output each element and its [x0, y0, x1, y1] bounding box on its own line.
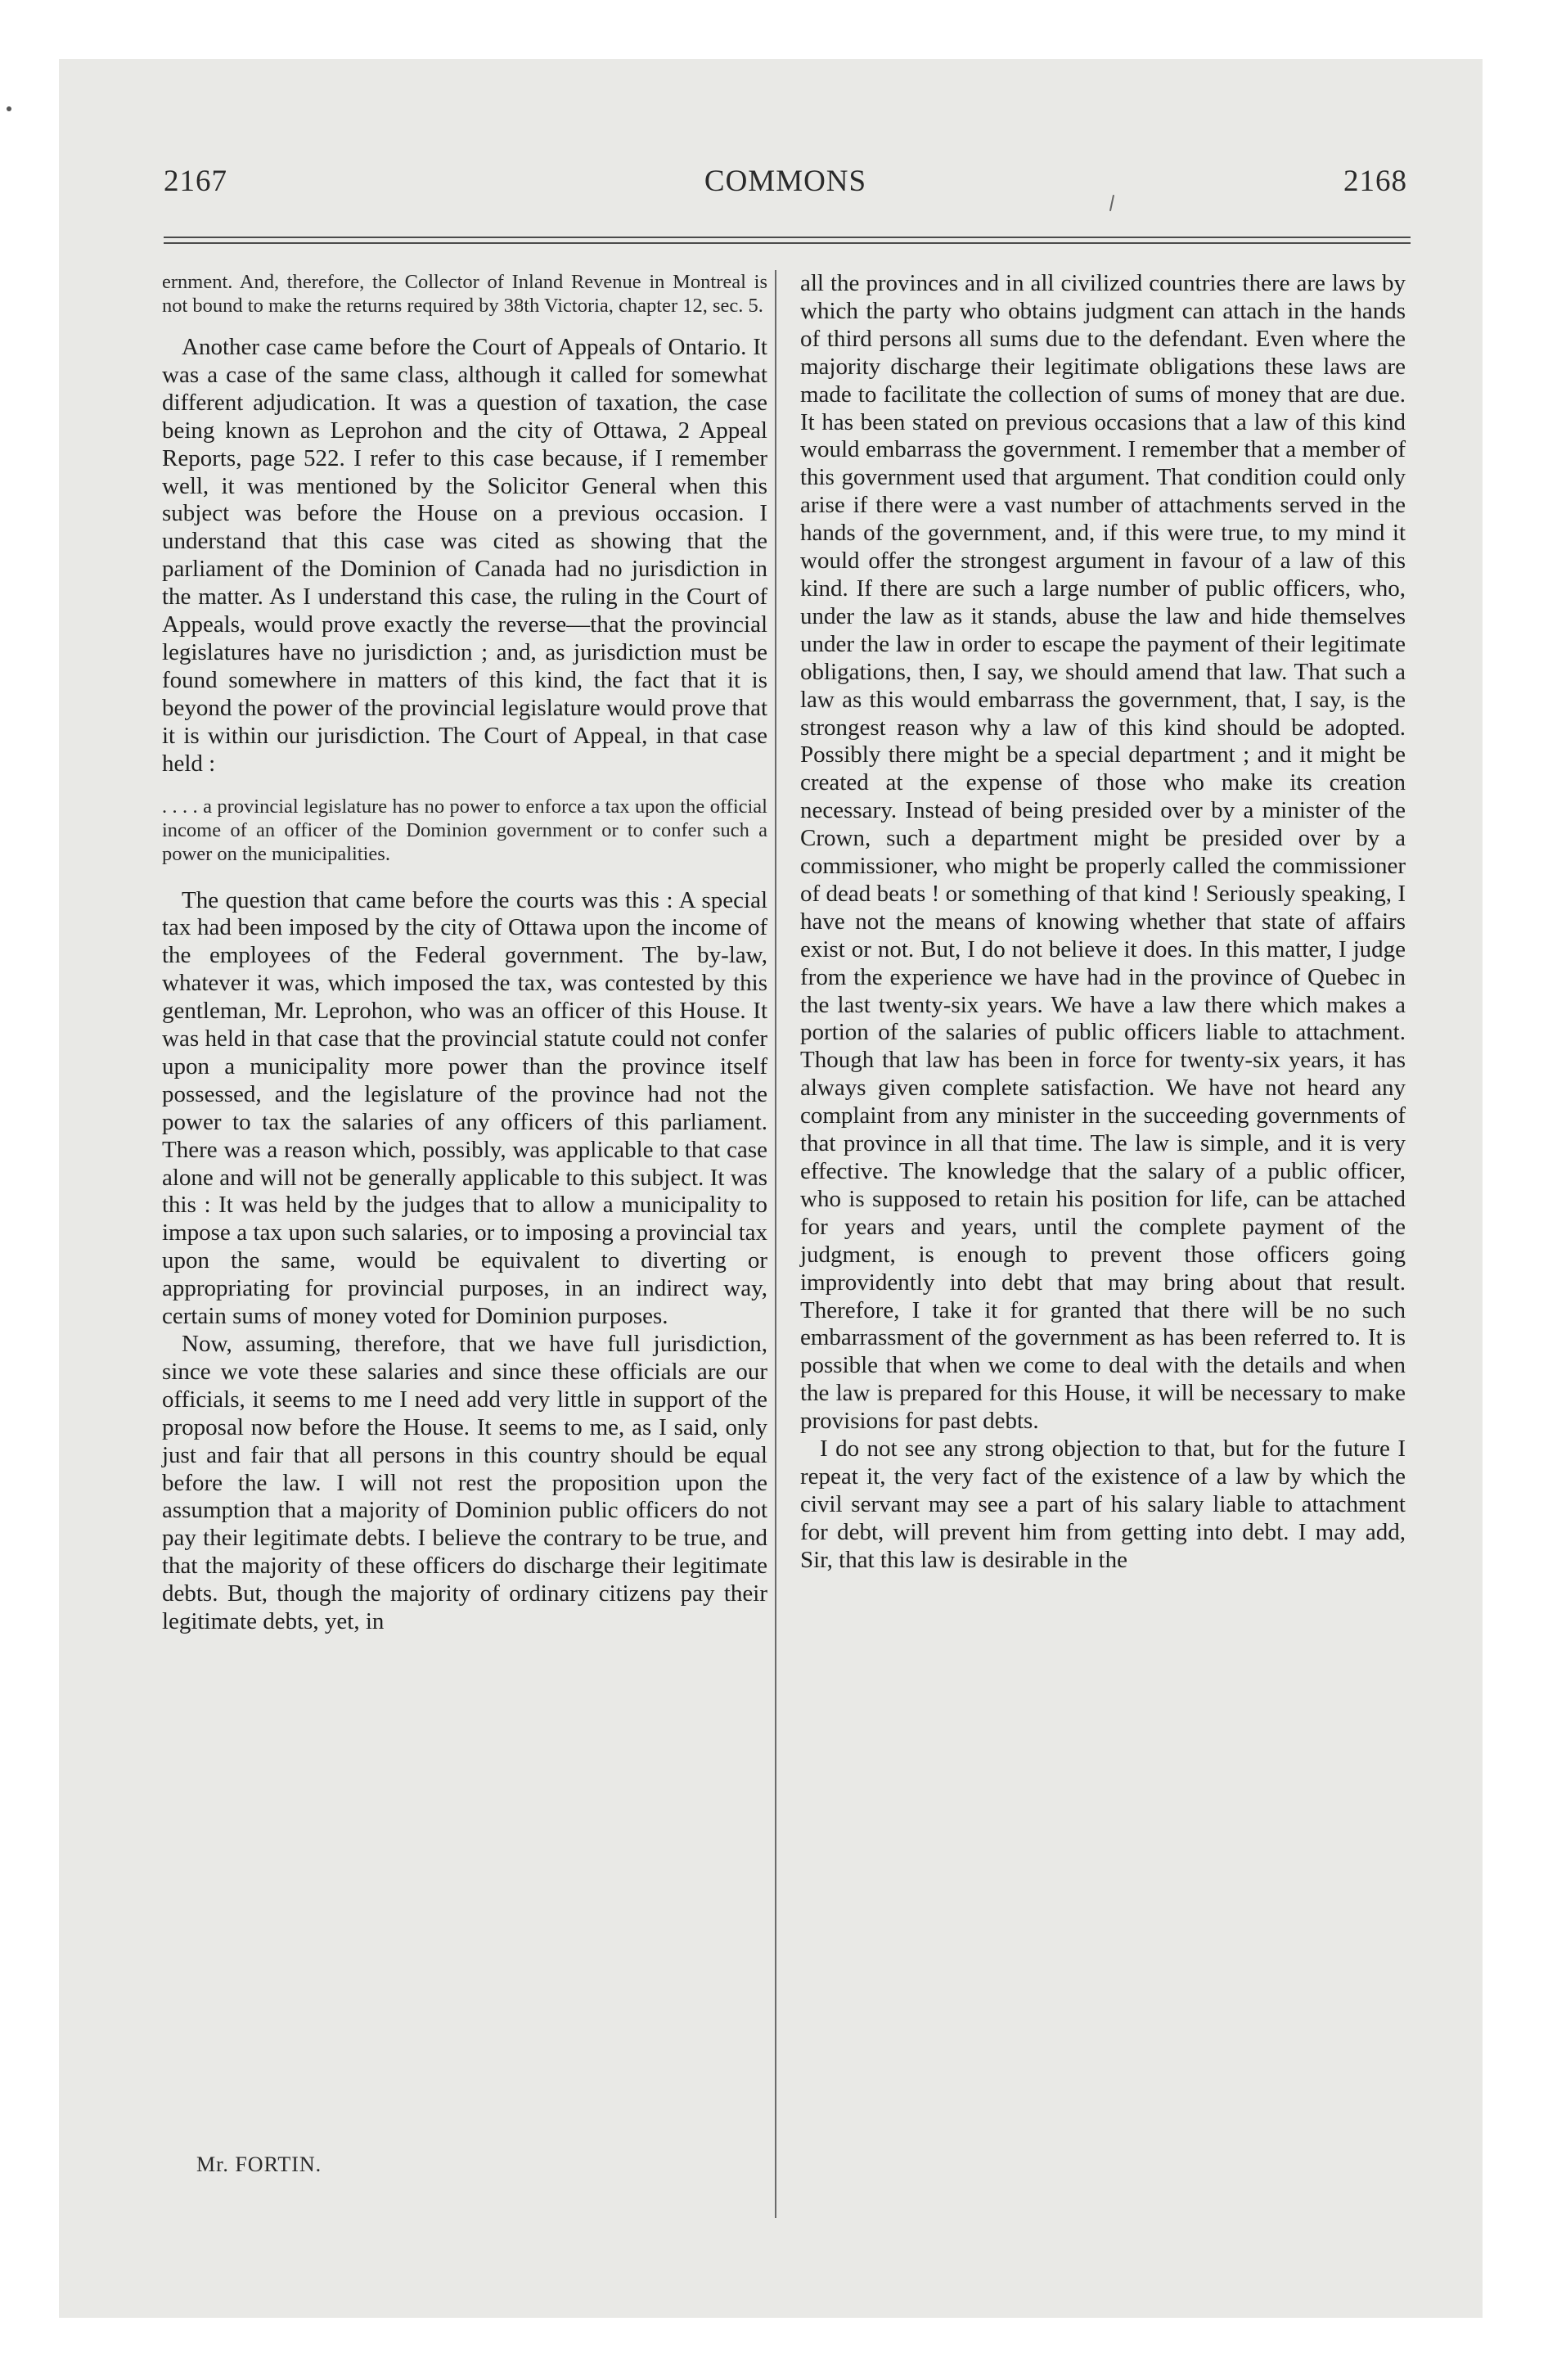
left-quotation: . . . . a provincial legislature has no power to enforce a tax upon the official income of an officer of the Dominion government or to confer such a power on the municipalities.	[162, 795, 767, 865]
scan-speck	[7, 106, 11, 111]
speaker-footer: Mr. FORTIN.	[196, 2152, 322, 2176]
header-rule-bottom	[164, 242, 1411, 244]
left-paragraph-4: Now, assuming, therefore, that we have full jurisdiction, since we vote these salaries and since these officials are our officials, it seems to me I need add very little in support of the proposal now before the House. It seems to me, as I said, only just and fair that all persons in this country should be equal before the law. I will not rest the proposition upon the assumption that a majority of Dominion public officers do not pay their legitimate debts. I believe the contrary to be true, and that the majority of these officers do discharge their legitimate debts. But, though the majority of ordinary citizens pay their legitimate debts, yet, in	[162, 1331, 767, 1635]
running-title: COMMONS	[704, 165, 867, 198]
right-paragraph-1: all the provinces and in all civilized countries there are laws by which the party who obtains judgment can attach in the hands of third persons all sums due to the defendant. Even where the majority discharge their legitimate obligations these laws are made to facilitate the collection of sums of money that are due. It has been stated on previous occasions that a law of this kind would embarrass the government. I remember that a member of this government used that argument. That condition could only arise if there were a vast number of attachments served in the hands of the government, and, if this were true, to my mind it would offer the strongest argument in favour of a law of this kind. If there are such a large number of public officers, who, under the law as it stands, abuse the law and hide themselves under the law in order to escape the payment of their legitimate obligations, then, I say, we should amend that law. That such a law as this would embarrass the government, that, I say, is the strongest reason why a law of this kind should be adopted. Possibly there might be a special department ; and it might be created at the expense of those who make its creation necessary. Instead of being presided over by a minister of the Crown, such a department might be presided over by a commissioner, who might be properly called the commissioner of dead beats ! or something of that kind ! Seriously speaking, I have not the means of knowing whether that state of affairs exist or not. But, I do not believe it does. In this matter, I judge from the experience we have had in the province of Quebec in the last twenty-six years. We have a law there which makes a portion of the salaries of public officers liable to attachment. Though that law has been in force for twenty-six years, it has always given complete satisfaction. We have not heard any complaint from any minister in the succeeding governments of that province in all that time. The law is simple, and it is very effective. The knowledge that the salary of a public officer, who is supposed to retain his position for life, can be attached for years and years, until the complete payment of the judgment, is enough to prevent those officers going improvidently into debt that may bring about that result. Therefore, I take it for granted that there will be no such embarrassment of the government as has been referred to. It is possible that when we come to deal with the details and when the law is prepared for this House, it will be necessary to make provisions for past debts.	[800, 270, 1406, 1435]
header-rule-top	[164, 237, 1411, 238]
left-paragraph-3: The question that came before the courts was this : A special tax had been imposed by the city of Ottawa upon the income of the employees of the Federal government. The by-law, whatever it was, which imposed the tax, was contested by this gentleman, Mr. Leprohon, who was an officer of this House. It was held in that case that the provincial statute could not confer upon a municipality more power than the province itself possessed, and the legislature of the province had not the power to tax the salaries of any officers of this parliament. There was a reason which, possibly, was applicable to that case alone and will not be generally applicable to this subject. It was this : It was held by the judges that to allow a municipality to impose a tax upon such salaries, or to imposing a provincial tax upon the same, would be equivalent to diverting or appropriating for provincial purposes, in an indirect way, certain sums of money voted for Dominion purposes.	[162, 886, 767, 1330]
column-divider	[775, 270, 776, 2218]
right-column	[800, 270, 1406, 1575]
left-column	[162, 270, 767, 1636]
right-paragraph-2: I do not see any strong objection to that, but for the future I repeat it, the very fact of the existence of a law by which the civil servant may see a part of his salary liable to attachment for debt, will prevent him from getting into debt. I may add, Sir, that this law is desirable in the	[800, 1436, 1406, 1573]
left-paragraph-1: ernment. And, therefore, the Collector of Inland Revenue in Montreal is not bound to make the returns required by 38th Victoria, chapter 12, sec. 5.	[162, 271, 767, 317]
left-paragraph-2: Another case came before the Court of Appeals of Ontario. It was a case of the same class, although it called for somewhat different adjudication. It was a question of taxation, the case being known as Leprohon and the city of Ottawa, 2 Appeal Reports, page 522. I refer to this case because, if I remember well, it was mentioned by the Solicitor General when this subject was before the House on a previous occasion. I understand that this case was cited as showing that the parliament of the Dominion of Canada had no jurisdiction in the matter. As I understand this case, the ruling in the Court of Appeals, would prove exactly the reverse—that the provincial legislatures have no jurisdiction ; and, as jurisdiction must be found somewhere in matters of this kind, the fact that it is beyond the power of the provincial legislature would prove that it is within our jurisdiction. The Court of Appeal, in that case held :	[162, 334, 767, 777]
page-number-left: 2167	[164, 165, 227, 198]
page-header	[164, 164, 1407, 213]
page-number-right: 2168	[1343, 165, 1407, 198]
